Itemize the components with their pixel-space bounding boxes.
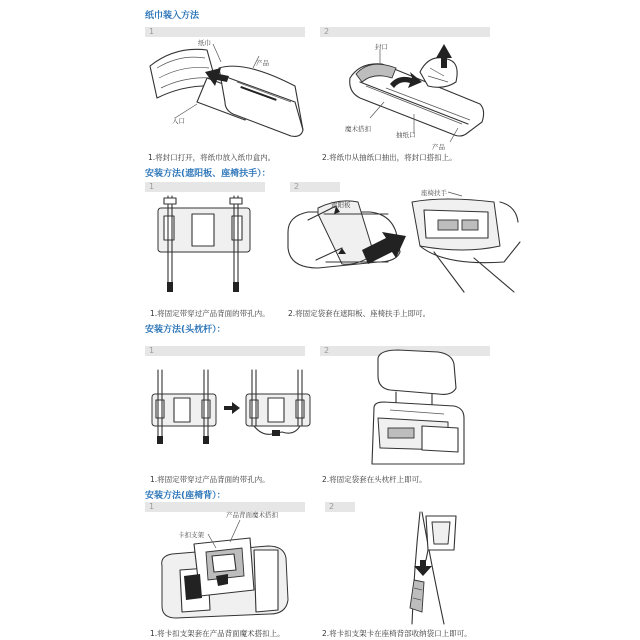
- caption-tissue-2: 2.将纸巾从抽纸口抽出，将封口搭扣上。: [322, 153, 457, 162]
- caption-seatback-1: 1.将卡扣支架套在产品背面魔术搭扣上。: [150, 629, 285, 638]
- section-title-tissue: 纸巾装入方法: [145, 11, 200, 21]
- label-opening: 抽纸口: [396, 131, 416, 139]
- step-number: 1: [149, 27, 155, 36]
- label-seal: 封口: [375, 43, 388, 51]
- visor-strap-illustration: [150, 192, 260, 304]
- caption-visor-1: 1.将固定带穿过产品背面的带孔内。: [150, 309, 270, 318]
- label-velcro: 魔术搭扣: [345, 125, 371, 133]
- step-number: 1: [149, 346, 155, 355]
- step-number: 2: [324, 27, 330, 36]
- step-bar-headrest-1: [145, 346, 305, 356]
- caption-seatback-2: 2.将卡扣支架卡在座椅背部收纳袋口上即可。: [322, 629, 472, 638]
- label-back-velcro: 产品背面魔术搭扣: [226, 511, 278, 519]
- step-bar-tissue-1: [145, 27, 305, 37]
- caption-visor-2: 2.将固定袋套在遮阳板、座椅扶手上即可。: [288, 309, 431, 318]
- headrest-strap-illustration: [148, 366, 313, 448]
- caption-headrest-1: 1.将固定带穿过产品背面的带孔内。: [150, 475, 270, 484]
- step-number: 2: [329, 502, 335, 511]
- step-number: 2: [294, 182, 300, 191]
- section-title-headrest: 安装方法(头枕杆）：: [145, 325, 226, 335]
- step-bar-seatback-2: [325, 502, 355, 512]
- step-number: 1: [149, 182, 155, 191]
- armrest-install-illustration: [404, 182, 524, 302]
- step-bar-seatback-1: [145, 502, 305, 512]
- headrest-install-illustration: [368, 348, 468, 466]
- tissue-insert-illustration: [145, 38, 320, 150]
- caption-headrest-2: 2.将固定袋套在头枕杆上即可。: [322, 475, 427, 484]
- label-bracket: 卡扣支架: [178, 531, 204, 539]
- label-visor: 遮阳板: [331, 201, 351, 209]
- label-armrest: 座椅扶手: [421, 189, 447, 197]
- label-tissue: 纸巾: [198, 39, 211, 47]
- step-number: 1: [149, 502, 155, 511]
- seatback-install-illustration: [392, 508, 472, 626]
- section-title-seatback: 安装方法(座椅背）：: [145, 491, 226, 501]
- section-title-visor: 安装方法(遮阳板、座椅扶手）：: [145, 169, 271, 179]
- label-inlet: 入口: [172, 117, 185, 125]
- label-product: 产品: [432, 143, 445, 151]
- tissue-pull-illustration: [340, 38, 500, 150]
- seatback-bracket-illustration: [150, 514, 300, 626]
- step-bar-visor-2: [290, 182, 340, 192]
- label-product: 产品: [256, 59, 269, 67]
- step-bar-tissue-2: [320, 27, 490, 37]
- step-number: 2: [324, 346, 330, 355]
- caption-tissue-1: 1.将封口打开，将纸巾放入纸巾盒内。: [148, 153, 276, 162]
- step-bar-visor-1: [145, 182, 265, 192]
